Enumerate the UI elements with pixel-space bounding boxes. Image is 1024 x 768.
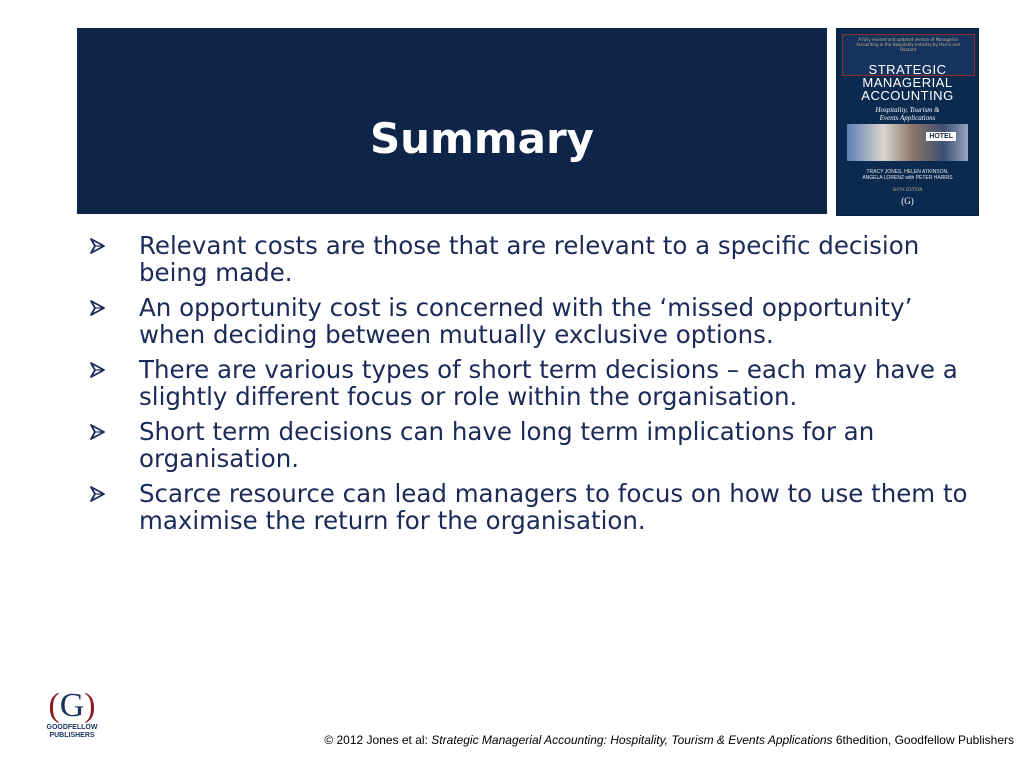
cover-title: [837, 63, 978, 102]
slide-title: Summary: [369, 114, 595, 163]
goodfellow-letter: G: [59, 687, 85, 724]
cover-title-line: STRATEGIC: [868, 62, 947, 77]
bullet-text: Relevant costs are those that are relevant to a specific decision being made.: [139, 231, 920, 287]
footer-book-title: Strategic Managerial Accounting: Hospitality, Tourism & Events Applications: [431, 733, 833, 747]
copyright-footer: [324, 733, 1014, 747]
cover-subtitle-line: Events Applications: [879, 114, 936, 122]
arrow-bullet-icon: [88, 232, 110, 259]
footer-prefix: © 2012 Jones et al:: [324, 733, 432, 747]
bullet-item: [88, 356, 968, 410]
bullet-item: [88, 294, 968, 348]
goodfellow-mark: (G): [48, 687, 96, 724]
bullet-item: [88, 480, 968, 534]
cover-edition: SIXTH EDITION: [892, 187, 923, 192]
bullet-text: An opportunity cost is concerned with the ‘missed opportunity’ when deciding between mutually exclusive options.: [139, 293, 913, 349]
bullet-item: [88, 418, 968, 472]
goodfellow-logo: [40, 688, 104, 748]
book-cover: [836, 28, 979, 216]
cover-title-line: ACCOUNTING: [861, 88, 954, 103]
goodfellow-name: [40, 724, 104, 740]
goodfellow-name-line: GOODFELLOW: [46, 724, 98, 731]
cover-title-line: MANAGERIAL: [862, 75, 953, 90]
title-bar: [77, 28, 827, 214]
goodfellow-name-line: PUBLISHERS: [49, 732, 95, 739]
cover-subtitle-line: Hospitality, Tourism &: [875, 106, 940, 114]
arrow-bullet-icon: [88, 480, 110, 507]
cover-publisher-logo: (G): [901, 196, 914, 206]
bullet-text: Short term decisions can have long term implications for an organisation.: [139, 417, 875, 473]
cover-photo: [847, 124, 968, 161]
cover-subtitle: [837, 106, 978, 122]
hotel-sign: HOTEL: [926, 132, 956, 141]
cover-authors-line: TRACY JONES, HELEN ATKINSON,: [866, 169, 949, 175]
bullet-item: [88, 232, 968, 286]
bullet-text: There are various types of short term decisions – each may have a slightly different focus or role within the organisation.: [139, 355, 958, 411]
summary-bullet-list: [88, 232, 968, 542]
cover-tagline: A fully revised and updated version of Managerial Accounting in the Hospitality Industry by Harris and Hazzard: [856, 37, 960, 52]
footer-suffix: 6thedition, Goodfellow Publishers: [832, 733, 1014, 747]
arrow-bullet-icon: [88, 356, 110, 383]
arrow-bullet-icon: [88, 418, 110, 445]
arrow-bullet-icon: [88, 294, 110, 321]
cover-authors-line: ANGELA LORENZ with PETER HARRIS: [862, 175, 953, 181]
cover-authors: [837, 169, 978, 181]
bullet-text: Scarce resource can lead managers to focus on how to use them to maximise the return for the organisation.: [139, 479, 968, 535]
